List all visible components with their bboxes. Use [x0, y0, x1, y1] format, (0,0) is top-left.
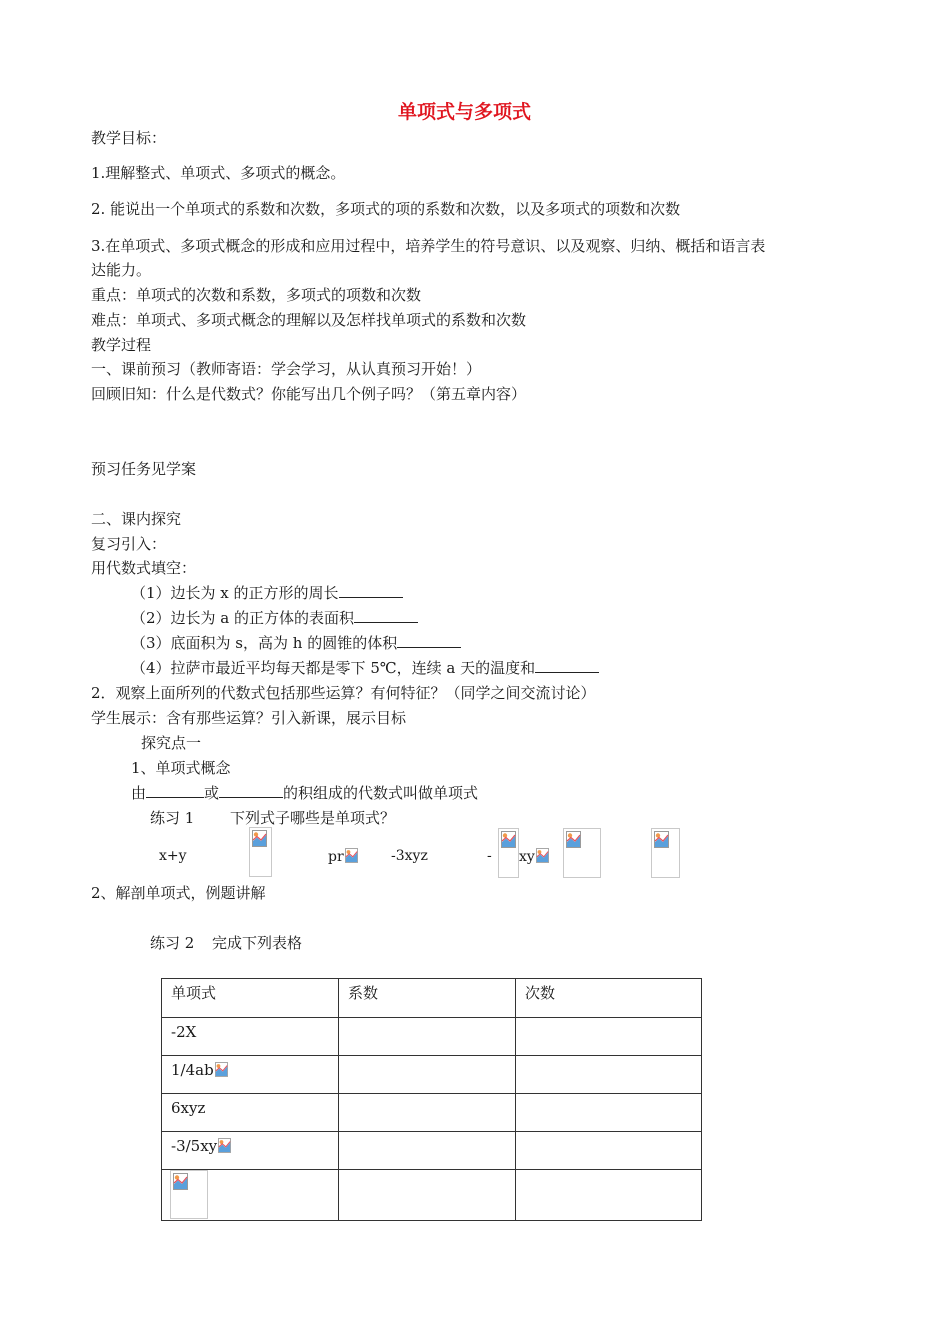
broken-image-icon: [536, 846, 549, 865]
review-question: 回顾旧知：什么是代数式？你能写出几个例子吗？（第五章内容）: [91, 385, 527, 403]
table-header: 单项式: [162, 979, 339, 1018]
formula-image: [563, 828, 601, 878]
review-intro: 复习引入：: [91, 535, 167, 553]
table-row: [162, 1170, 702, 1221]
degree-cell[interactable]: [516, 1094, 702, 1132]
preview-task: 预习任务见学案: [91, 460, 197, 478]
answer-blank[interactable]: [397, 633, 461, 648]
goal-item: 2. 能说出一个单项式的系数和次数，多项式的项的系数和次数，以及多项式的项数和次数: [91, 200, 681, 218]
key-point: 重点：单项式的次数和系数，多项式的项数和次数: [91, 286, 422, 304]
fill-item: [131, 658, 599, 678]
fill-item: [131, 608, 418, 628]
degree-cell[interactable]: [516, 1170, 702, 1221]
goal-item: 达能力。: [91, 261, 152, 279]
expression-term: [519, 846, 549, 867]
degree-cell[interactable]: [516, 1132, 702, 1170]
monomial-text: -3/5xy: [171, 1137, 218, 1155]
expression-term: [328, 846, 358, 867]
monomial-cell: [162, 1056, 339, 1094]
monomial-cell: [162, 1132, 339, 1170]
monomial-cell: -2X: [162, 1018, 339, 1056]
fill-item: [131, 633, 461, 653]
difficulty: 难点：单项式、多项式概念的理解以及怎样找单项式的系数和次数: [91, 311, 527, 329]
answer-blank[interactable]: [339, 583, 403, 598]
concept-middle: 或: [204, 784, 220, 802]
coefficient-cell[interactable]: [339, 1094, 516, 1132]
broken-image-icon: [173, 1173, 188, 1190]
fill-item-text: （1）边长为 x 的正方形的周长: [131, 584, 339, 602]
student-show: 学生展示：含有那些运算？引入新课，展示目标: [91, 709, 407, 727]
monomial-table: [161, 978, 702, 1221]
concept-prefix: 由: [131, 784, 147, 802]
degree-cell[interactable]: [516, 1056, 702, 1094]
fill-item: [131, 583, 403, 603]
table-row: [162, 1056, 702, 1094]
broken-image-icon: [566, 831, 581, 848]
explore-point: 探究点一: [141, 734, 202, 752]
answer-blank[interactable]: [354, 608, 418, 623]
exercise2-task: 完成下列表格: [212, 934, 303, 952]
monomial-text: 1/4ab: [171, 1061, 214, 1079]
table-row: [162, 1132, 702, 1170]
coefficient-cell[interactable]: [339, 1018, 516, 1056]
table-header: 系数: [339, 979, 516, 1018]
expression-term: x+y: [159, 848, 187, 864]
exercise1-label: 练习 1: [150, 809, 195, 827]
expression-term: -: [487, 848, 492, 864]
goals-heading: 教学目标：: [91, 129, 167, 147]
formula-image: [170, 1170, 208, 1219]
answer-blank[interactable]: [535, 658, 599, 673]
fill-item-text: （2）边长为 a 的正方体的表面积: [131, 609, 355, 627]
expression-term: -3xyz: [391, 848, 428, 864]
page-title: 单项式与多项式: [398, 101, 532, 123]
formula-image: [249, 827, 272, 877]
table-row: [162, 1094, 702, 1132]
table-header-row: [162, 979, 702, 1018]
answer-blank[interactable]: [146, 783, 204, 798]
exercise1-question: 下列式子哪些是单项式？: [230, 809, 396, 827]
concept-sentence: [131, 783, 478, 803]
expression-term-text: xy: [519, 849, 535, 865]
fill-item-text: （4）拉萨市最近平均每天都是零下 5℃，连续 a 天的温度和: [131, 659, 536, 677]
concept-suffix: 的积组成的代数式叫做单项式: [283, 784, 479, 802]
goal-item: 3.在单项式、多项式概念的形成和应用过程中，培养学生的符号意识、以及观察、归纳、概括和语言表: [91, 237, 766, 255]
expression-term-text: pr: [328, 849, 344, 865]
concept-heading: 1、单项式概念: [131, 759, 231, 777]
broken-image-icon: [345, 846, 358, 865]
process-heading: 教学过程: [91, 336, 152, 354]
monomial-cell: 6xyz: [162, 1094, 339, 1132]
explore-heading: 二、课内探究: [91, 510, 182, 528]
degree-cell[interactable]: [516, 1018, 702, 1056]
broken-image-icon: [215, 1060, 228, 1079]
answer-blank[interactable]: [219, 783, 283, 798]
broken-image-icon: [501, 831, 516, 848]
formula-image: [651, 828, 680, 878]
table-header: 次数: [516, 979, 702, 1018]
table-row: [162, 1018, 702, 1056]
broken-image-icon: [252, 830, 267, 847]
goal-item: 1.理解整式、单项式、多项式的概念。: [91, 164, 346, 182]
formula-image: [498, 828, 519, 878]
broken-image-icon: [218, 1136, 231, 1155]
dissect-heading: 2、解剖单项式，例题讲解: [91, 884, 266, 902]
broken-image-icon: [654, 831, 669, 848]
exercise2-label: 练习 2: [150, 934, 195, 952]
fill-item-text: （3）底面积为 s，高为 h 的圆锥的体积: [131, 634, 398, 652]
coefficient-cell[interactable]: [339, 1132, 516, 1170]
fill-heading: 用代数式填空：: [91, 559, 197, 577]
coefficient-cell[interactable]: [339, 1170, 516, 1221]
coefficient-cell[interactable]: [339, 1056, 516, 1094]
monomial-cell: [162, 1170, 339, 1221]
preview-heading: 一、课前预习（教师寄语：学会学习，从认真预习开始！）: [91, 360, 482, 378]
observe-question: 2．观察上面所列的代数式包括那些运算？有何特征？（同学之间交流讨论）: [91, 684, 596, 702]
